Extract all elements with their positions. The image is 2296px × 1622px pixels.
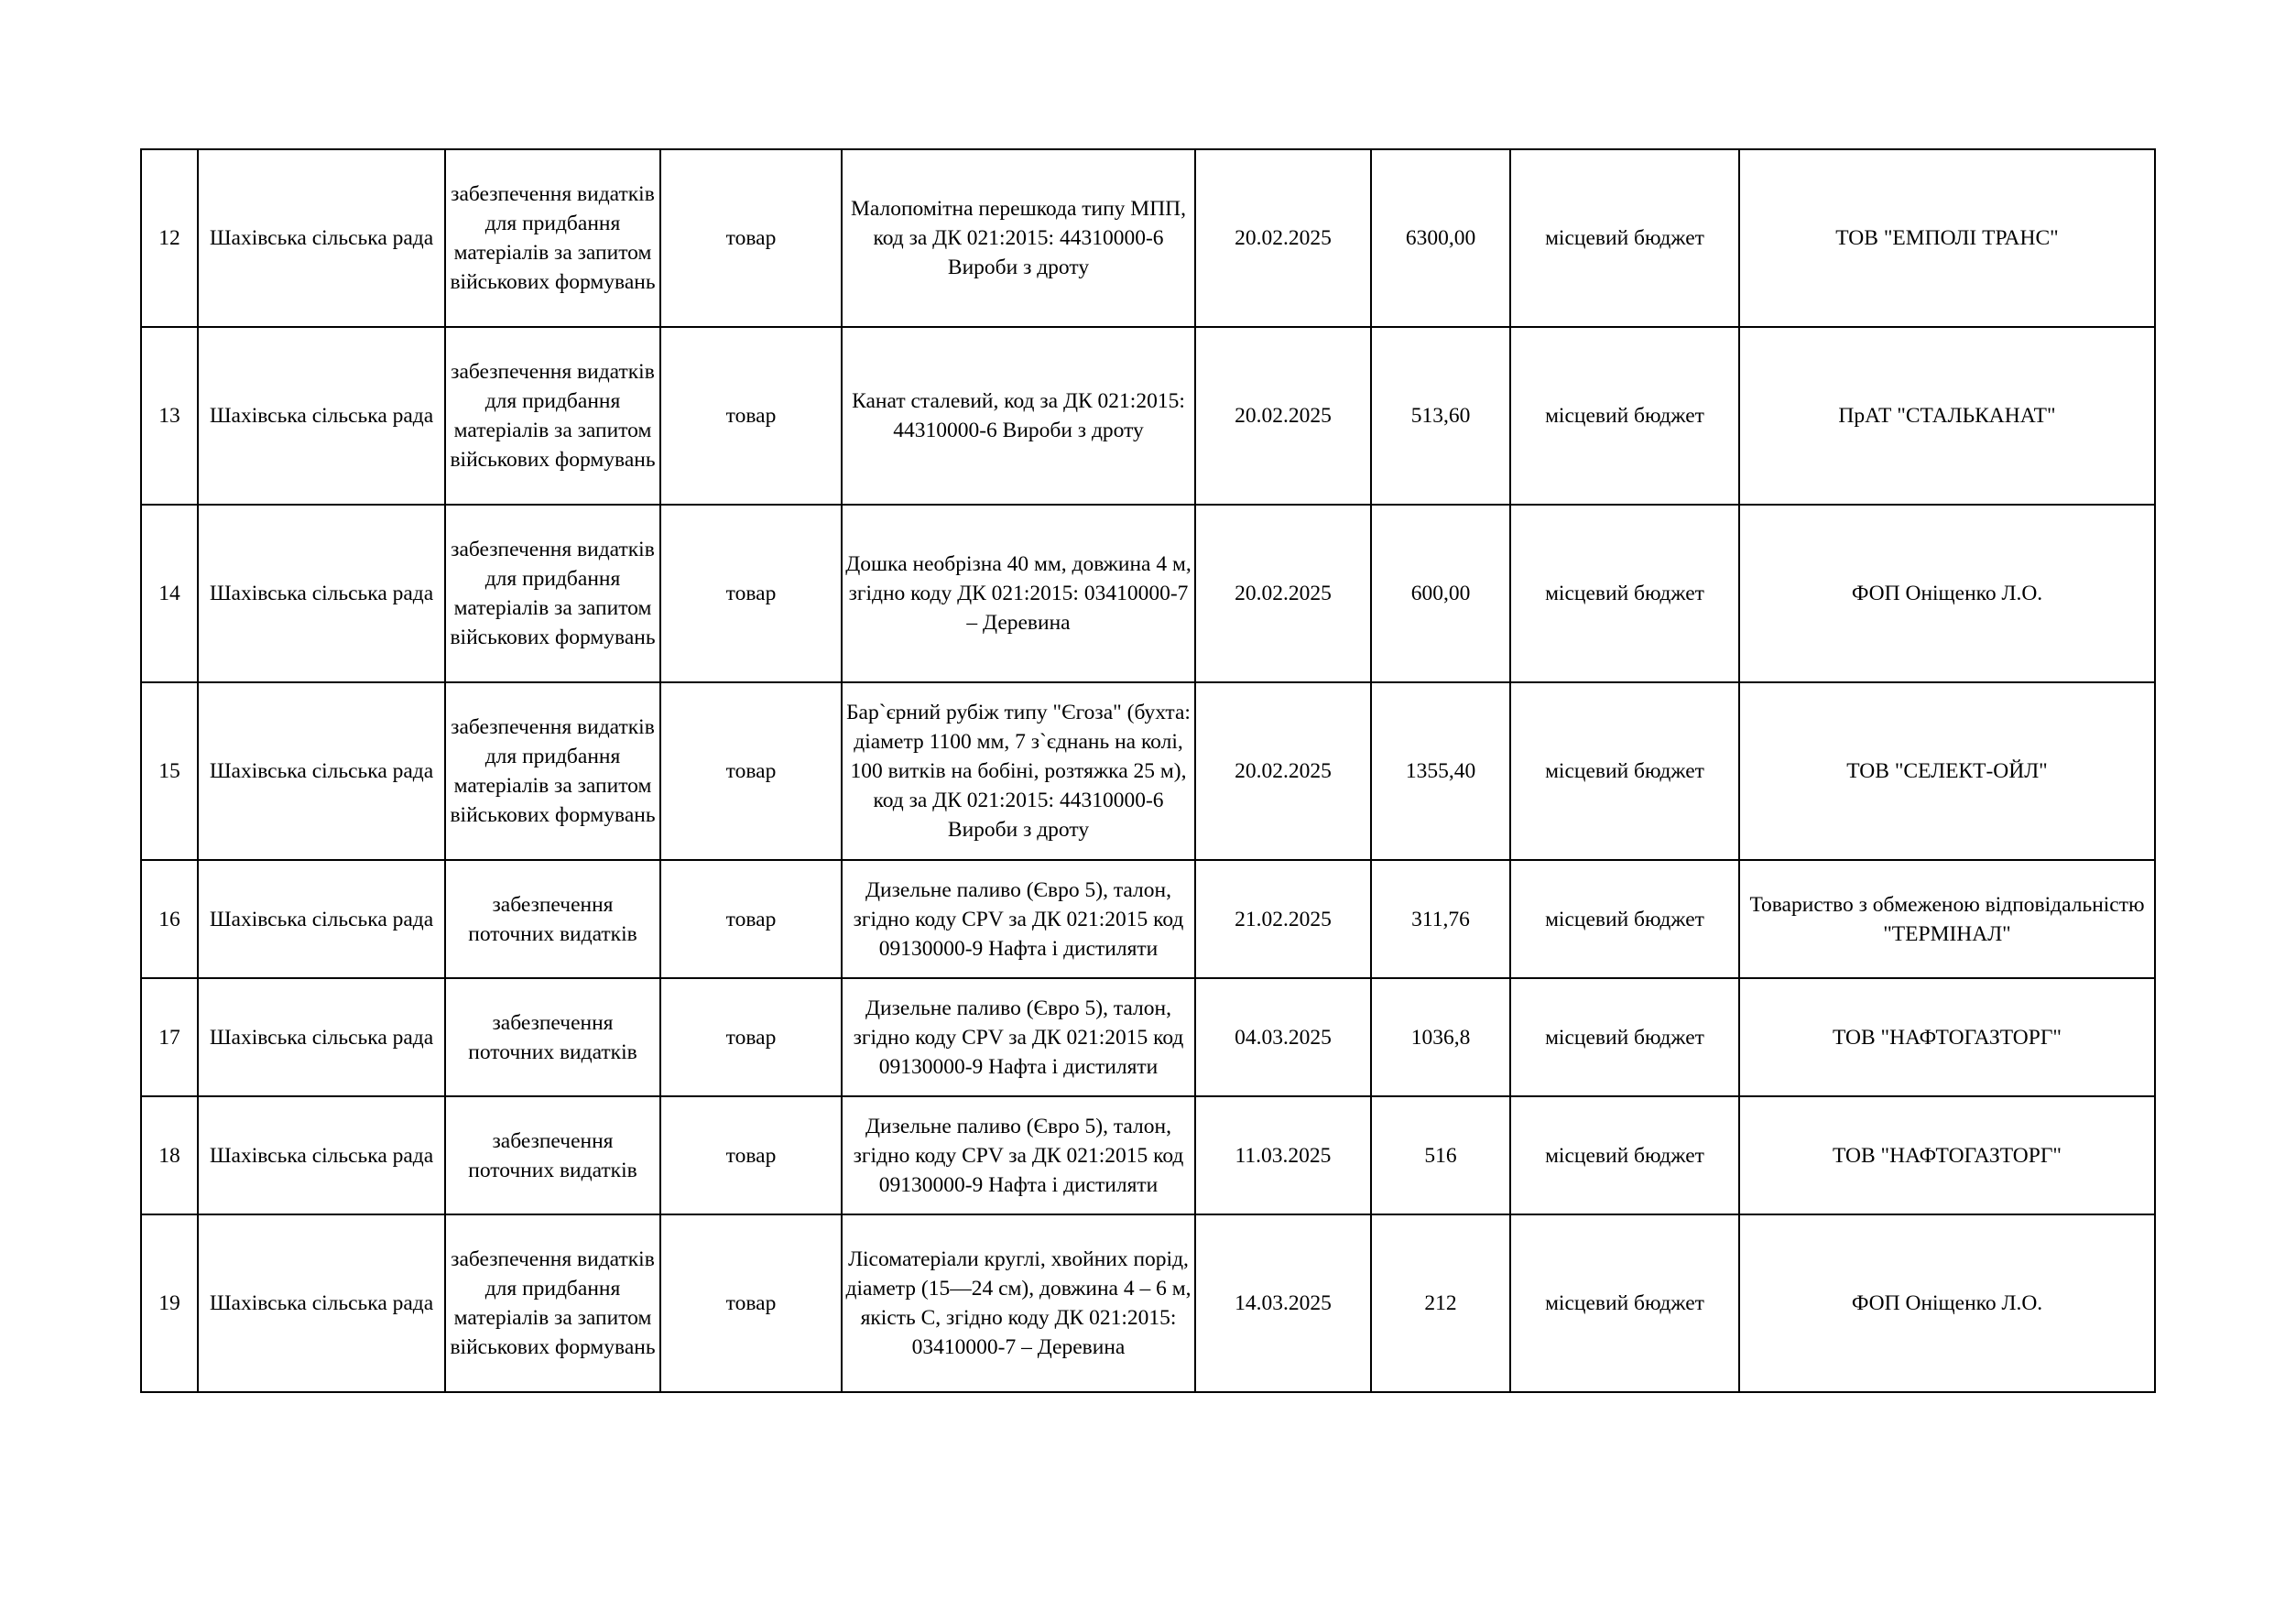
row-number: 14 — [141, 505, 198, 682]
purpose-cell: забезпечення поточних видатків — [445, 860, 660, 978]
row-number: 12 — [141, 149, 198, 327]
item-type-cell: товар — [660, 327, 842, 505]
item-type-cell: товар — [660, 149, 842, 327]
amount-cell: 1036,8 — [1371, 978, 1510, 1096]
procurement-table — [140, 148, 2156, 1393]
table-row — [141, 682, 2155, 860]
customer-cell: Шахівська сільська рада — [198, 149, 445, 327]
subject-cell: Малопомітна перешкода типу МПП, код за ДК 021:2015: 44310000-6 Вироби з дроту — [842, 149, 1195, 327]
item-type-cell: товар — [660, 505, 842, 682]
purpose-cell: забезпечення поточних видатків — [445, 1096, 660, 1214]
subject-cell: Дизельне паливо (Євро 5), талон, згідно коду CPV за ДК 021:2015 код 09130000-9 Нафта і дистиляти — [842, 978, 1195, 1096]
date-cell: 20.02.2025 — [1195, 149, 1371, 327]
purpose-cell: забезпечення поточних видатків — [445, 978, 660, 1096]
funding-source-cell: місцевий бюджет — [1510, 327, 1739, 505]
subject-cell: Дошка необрізна 40 мм, довжина 4 м, згідно коду ДК 021:2015: 03410000-7 – Деревина — [842, 505, 1195, 682]
table-row — [141, 1214, 2155, 1392]
funding-source-cell: місцевий бюджет — [1510, 1214, 1739, 1392]
row-number: 17 — [141, 978, 198, 1096]
date-cell: 20.02.2025 — [1195, 327, 1371, 505]
customer-cell: Шахівська сільська рада — [198, 327, 445, 505]
subject-cell: Лісоматеріали круглі, хвойних порід, діаметр (15—24 см), довжина 4 – 6 м, якість С, згідно коду ДК 021:2015: 03410000-7 – Деревина — [842, 1214, 1195, 1392]
row-number: 18 — [141, 1096, 198, 1214]
customer-cell: Шахівська сільська рада — [198, 860, 445, 978]
subject-cell: Канат сталевий, код за ДК 021:2015: 44310000-6 Вироби з дроту — [842, 327, 1195, 505]
item-type-cell: товар — [660, 978, 842, 1096]
row-number: 15 — [141, 682, 198, 860]
customer-cell: Шахівська сільська рада — [198, 1096, 445, 1214]
funding-source-cell: місцевий бюджет — [1510, 978, 1739, 1096]
row-number: 19 — [141, 1214, 198, 1392]
purpose-cell: забезпечення видатків для придбання матеріалів за запитом військових формувань — [445, 1214, 660, 1392]
customer-cell: Шахівська сільська рада — [198, 682, 445, 860]
table-row — [141, 860, 2155, 978]
funding-source-cell: місцевий бюджет — [1510, 505, 1739, 682]
date-cell: 04.03.2025 — [1195, 978, 1371, 1096]
supplier-cell: Товариство з обмеженою відповідальністю "ТЕРМІНАЛ" — [1739, 860, 2155, 978]
supplier-cell: ФОП Оніщенко Л.О. — [1739, 505, 2155, 682]
item-type-cell: товар — [660, 860, 842, 978]
customer-cell: Шахівська сільська рада — [198, 978, 445, 1096]
funding-source-cell: місцевий бюджет — [1510, 149, 1739, 327]
date-cell: 20.02.2025 — [1195, 682, 1371, 860]
purpose-cell: забезпечення видатків для придбання матеріалів за запитом військових формувань — [445, 682, 660, 860]
item-type-cell: товар — [660, 682, 842, 860]
date-cell: 14.03.2025 — [1195, 1214, 1371, 1392]
amount-cell: 311,76 — [1371, 860, 1510, 978]
table-row — [141, 149, 2155, 327]
date-cell: 21.02.2025 — [1195, 860, 1371, 978]
customer-cell: Шахівська сільська рада — [198, 1214, 445, 1392]
table-row — [141, 1096, 2155, 1214]
amount-cell: 1355,40 — [1371, 682, 1510, 860]
purpose-cell: забезпечення видатків для придбання матеріалів за запитом військових формувань — [445, 327, 660, 505]
purpose-cell: забезпечення видатків для придбання матеріалів за запитом військових формувань — [445, 505, 660, 682]
table-row — [141, 978, 2155, 1096]
amount-cell: 600,00 — [1371, 505, 1510, 682]
item-type-cell: товар — [660, 1214, 842, 1392]
row-number: 13 — [141, 327, 198, 505]
supplier-cell: ТОВ "СЕЛЕКТ-ОЙЛ" — [1739, 682, 2155, 860]
funding-source-cell: місцевий бюджет — [1510, 860, 1739, 978]
amount-cell: 212 — [1371, 1214, 1510, 1392]
customer-cell: Шахівська сільська рада — [198, 505, 445, 682]
date-cell: 11.03.2025 — [1195, 1096, 1371, 1214]
table-row — [141, 505, 2155, 682]
amount-cell: 6300,00 — [1371, 149, 1510, 327]
supplier-cell: ПрАТ "СТАЛЬКАНАТ" — [1739, 327, 2155, 505]
amount-cell: 516 — [1371, 1096, 1510, 1214]
supplier-cell: ТОВ "ЕМПОЛІ ТРАНС" — [1739, 149, 2155, 327]
subject-cell: Бар`єрний рубіж типу "Єгоза" (бухта: діаметр 1100 мм, 7 з`єднань на колі, 100 витків на бобіні, розтяжка 25 м), код за ДК 021:2015: 44310000-6 Вироби з дроту — [842, 682, 1195, 860]
item-type-cell: товар — [660, 1096, 842, 1214]
subject-cell: Дизельне паливо (Євро 5), талон, згідно коду CPV за ДК 021:2015 код 09130000-9 Нафта і дистиляти — [842, 860, 1195, 978]
table-row — [141, 327, 2155, 505]
subject-cell: Дизельне паливо (Євро 5), талон, згідно коду CPV за ДК 021:2015 код 09130000-9 Нафта і дистиляти — [842, 1096, 1195, 1214]
amount-cell: 513,60 — [1371, 327, 1510, 505]
supplier-cell: ТОВ "НАФТОГАЗТОРГ" — [1739, 978, 2155, 1096]
row-number: 16 — [141, 860, 198, 978]
supplier-cell: ТОВ "НАФТОГАЗТОРГ" — [1739, 1096, 2155, 1214]
funding-source-cell: місцевий бюджет — [1510, 1096, 1739, 1214]
funding-source-cell: місцевий бюджет — [1510, 682, 1739, 860]
date-cell: 20.02.2025 — [1195, 505, 1371, 682]
purpose-cell: забезпечення видатків для придбання матеріалів за запитом військових формувань — [445, 149, 660, 327]
supplier-cell: ФОП Оніщенко Л.О. — [1739, 1214, 2155, 1392]
